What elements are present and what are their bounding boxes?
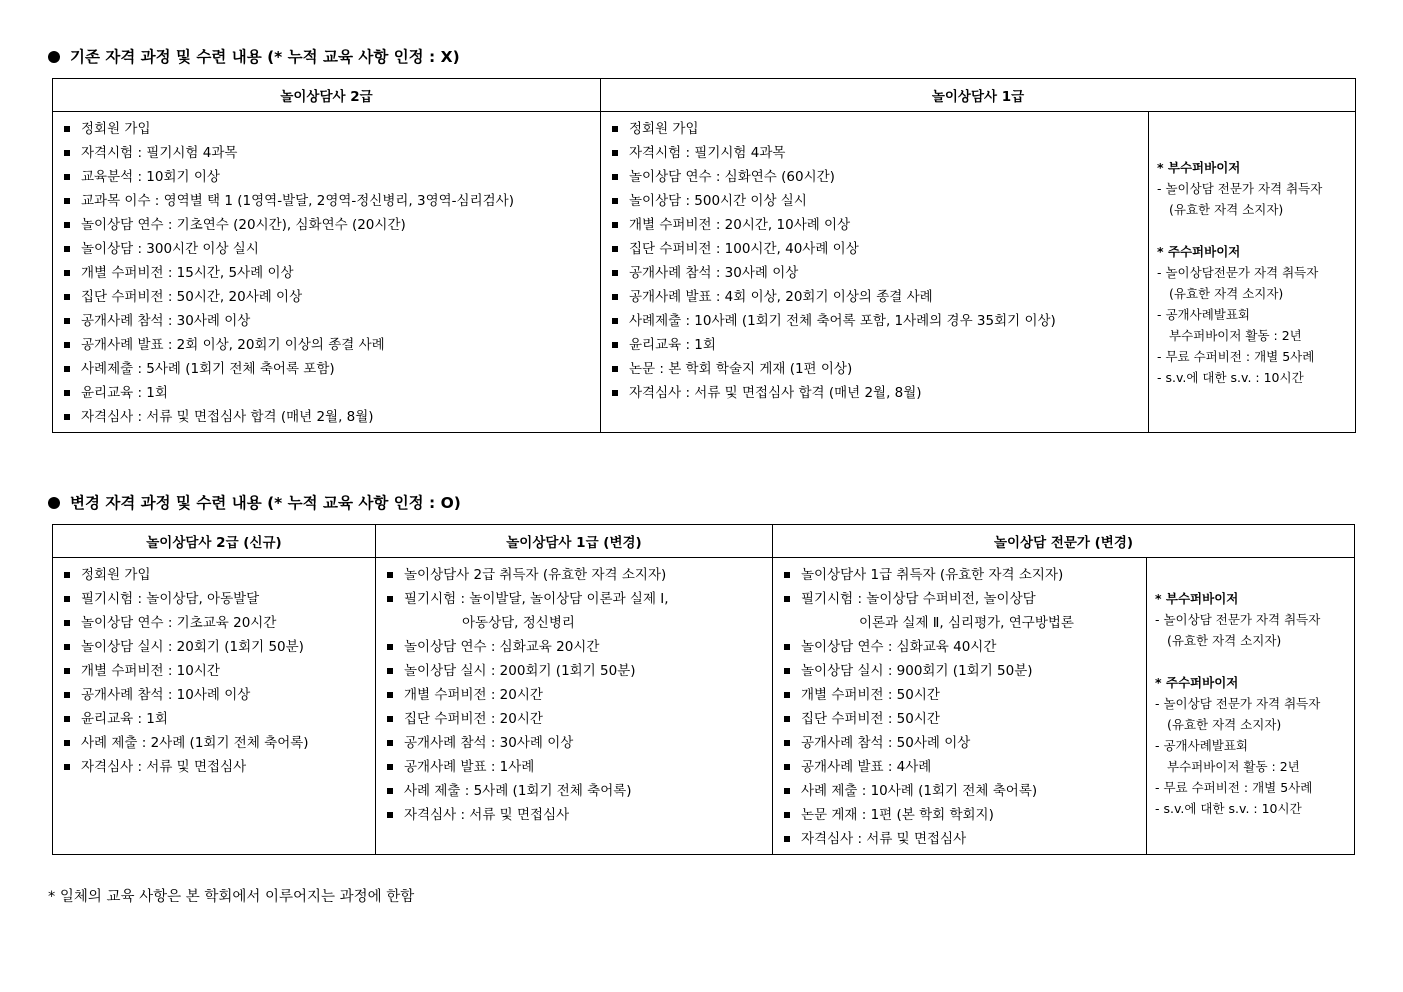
list-item: 자격심사 : 서류 및 면접심사	[386, 803, 772, 827]
list-item: 개별 수퍼비전 : 20시간, 10사례 이상	[611, 213, 1148, 237]
list-item: 필기시험 : 놀이상담, 아동발달	[63, 587, 375, 611]
list-item: 개별 수퍼비전 : 15시간, 5사례 이상	[63, 261, 600, 285]
list-item: 놀이상담 연수 : 심화연수 (60시간)	[611, 165, 1148, 189]
sub-supervisor-title: * 부수퍼바이저	[1155, 591, 1239, 606]
supervisor-requirements	[1149, 112, 1355, 388]
list-item: 정회원 가입	[63, 563, 375, 587]
sv-line: - 놀이상담전문가 자격 취득자	[1157, 265, 1319, 280]
section2-heading-text: 변경 자격 과정 및 수련 내용 (* 누적 교육 사항 인정 : O)	[70, 494, 461, 512]
list-item	[386, 587, 772, 635]
sv-line: (유효한 자격 소지자)	[1167, 633, 1282, 648]
list-item: 놀이상담 연수 : 기초교육 20시간	[63, 611, 375, 635]
list-item: 논문 게재 : 1편 (본 학회 학회지)	[783, 803, 1146, 827]
list-item: 사례 제출 : 2사례 (1회기 전체 축어록)	[63, 731, 375, 755]
table2-expert-cell	[773, 558, 1147, 855]
list-item: 놀이상담사 2급 취득자 (유효한 자격 소지자)	[386, 563, 772, 587]
table2-header-level1: 놀이상담사 1급 (변경)	[376, 525, 773, 558]
table2-level2-cell	[53, 558, 376, 855]
list-item	[783, 587, 1146, 635]
list-item: 개별 수퍼비전 : 50시간	[783, 683, 1146, 707]
sv-line: - 놀이상담 전문가 자격 취득자	[1157, 181, 1323, 196]
list-item-continuation: 이론과 실제 Ⅱ, 심리평가, 연구방법론	[859, 615, 1074, 631]
sv-line: - s.v.에 대한 s.v. : 10시간	[1157, 370, 1304, 385]
sv-line: - 공개사례발표회	[1157, 307, 1251, 322]
list-item: 사례제출 : 5사례 (1회기 전체 축어록 포함)	[63, 357, 600, 381]
sv-line: - 놀이상담 전문가 자격 취득자	[1155, 696, 1321, 711]
sv-line: (유효한 자격 소지자)	[1167, 717, 1282, 732]
list-item: 공개사례 참석 : 10사례 이상	[63, 683, 375, 707]
list-item: 놀이상담 연수 : 기초연수 (20시간), 심화연수 (20시간)	[63, 213, 600, 237]
list-item-text: 필기시험 : 놀이상담 수퍼비전, 놀이상담	[801, 591, 1036, 607]
list-item: 정회원 가입	[63, 117, 600, 141]
sv-line: - 공개사례발표회	[1155, 738, 1249, 753]
sv-line: 부수퍼바이저 활동 : 2년	[1167, 759, 1300, 774]
list-item: 공개사례 발표 : 4회 이상, 20회기 이상의 종결 사례	[611, 285, 1148, 309]
list-item: 공개사례 참석 : 30사례 이상	[611, 261, 1148, 285]
list-item: 자격시험 : 필기시험 4과목	[611, 141, 1148, 165]
list-item: 자격심사 : 서류 및 면접심사	[783, 827, 1146, 851]
list-item: 집단 수퍼비전 : 20시간	[386, 707, 772, 731]
list-item: 놀이상담 : 500시간 이상 실시	[611, 189, 1148, 213]
sv-line: (유효한 자격 소지자)	[1169, 202, 1284, 217]
sv-line: (유효한 자격 소지자)	[1169, 286, 1284, 301]
list-item: 놀이상담 실시 : 900회기 (1회기 50분)	[783, 659, 1146, 683]
footnote: * 일체의 교육 사항은 본 학회에서 이루어지는 과정에 한함	[48, 889, 415, 905]
section2-heading	[48, 491, 461, 513]
list-item: 놀이상담 연수 : 심화교육 40시간	[783, 635, 1146, 659]
list-item: 사례제출 : 10사례 (1회기 전체 축어록 포함, 1사례의 경우 35회기 이상)	[611, 309, 1148, 333]
supervisor-requirements	[1147, 558, 1354, 819]
list-item: 놀이상담 : 300시간 이상 실시	[63, 237, 600, 261]
sub-supervisor-title: * 부수퍼바이저	[1157, 160, 1241, 175]
main-supervisor-title: * 주수퍼바이저	[1157, 244, 1241, 259]
list-item: 윤리교육 : 1회	[611, 333, 1148, 357]
list-item: 개별 수퍼비전 : 10시간	[63, 659, 375, 683]
list-item: 놀이상담 실시 : 20회기 (1회기 50분)	[63, 635, 375, 659]
table2-header-level2: 놀이상담사 2급 (신규)	[53, 525, 376, 558]
list-item: 자격심사 : 서류 및 면접심사 합격 (매년 2월, 8월)	[63, 405, 600, 429]
list-item: 교육분석 : 10회기 이상	[63, 165, 600, 189]
table2-supervisor-cell	[1147, 558, 1355, 855]
list-item: 공개사례 참석 : 50사례 이상	[783, 731, 1146, 755]
level2-requirements-list	[53, 112, 600, 429]
table1-header-level1: 놀이상담사 1급	[601, 79, 1356, 112]
list-item: 공개사례 참석 : 30사례 이상	[63, 309, 600, 333]
list-item: 놀이상담사 1급 취득자 (유효한 자격 소지자)	[783, 563, 1146, 587]
expert-requirements-list	[773, 558, 1146, 851]
level1-requirements-list	[601, 112, 1148, 405]
new-level2-requirements-list	[53, 558, 375, 779]
table1-level1-cell	[601, 112, 1149, 433]
list-item: 자격시험 : 필기시험 4과목	[63, 141, 600, 165]
sv-line: - 놀이상담 전문가 자격 취득자	[1155, 612, 1321, 627]
list-item: 정회원 가입	[611, 117, 1148, 141]
list-item-text: 필기시험 : 놀이발달, 놀이상담 이론과 실제 Ⅰ,	[404, 591, 669, 607]
list-item: 집단 수퍼비전 : 50시간	[783, 707, 1146, 731]
sv-line: - 무료 수퍼비전 : 개별 5사례	[1155, 780, 1313, 795]
list-item: 집단 수퍼비전 : 100시간, 40사례 이상	[611, 237, 1148, 261]
table2-header-expert: 놀이상담 전문가 (변경)	[773, 525, 1355, 558]
table2-level1-cell	[376, 558, 773, 855]
list-item-continuation: 아동상담, 정신병리	[462, 615, 575, 631]
revised-qualification-table	[52, 524, 1355, 855]
list-item: 공개사례 발표 : 2회 이상, 20회기 이상의 종결 사례	[63, 333, 600, 357]
list-item: 윤리교육 : 1회	[63, 381, 600, 405]
list-item: 논문 : 본 학회 학술지 게재 (1편 이상)	[611, 357, 1148, 381]
table1-header-level2: 놀이상담사 2급	[53, 79, 601, 112]
list-item: 사례 제출 : 10사례 (1회기 전체 축어록)	[783, 779, 1146, 803]
list-item: 놀이상담 실시 : 200회기 (1회기 50분)	[386, 659, 772, 683]
previous-qualification-table	[52, 78, 1356, 433]
sv-line: - 무료 수퍼비전 : 개별 5사례	[1157, 349, 1315, 364]
table1-level2-cell	[53, 112, 601, 433]
table1-supervisor-cell	[1149, 112, 1356, 433]
section1-heading	[48, 45, 460, 67]
list-item: 공개사례 발표 : 1사례	[386, 755, 772, 779]
list-item: 집단 수퍼비전 : 50시간, 20사례 이상	[63, 285, 600, 309]
list-item: 교과목 이수 : 영역별 택 1 (1영역-발달, 2영역-정신병리, 3영역-심리검사)	[63, 189, 600, 213]
list-item: 자격심사 : 서류 및 면접심사	[63, 755, 375, 779]
new-level1-requirements-list	[376, 558, 772, 827]
sv-line: - s.v.에 대한 s.v. : 10시간	[1155, 801, 1302, 816]
section1-heading-text: 기존 자격 과정 및 수련 내용 (* 누적 교육 사항 인정 : X)	[70, 48, 460, 66]
main-supervisor-title: * 주수퍼바이저	[1155, 675, 1239, 690]
bullet-dot-icon	[48, 497, 60, 509]
list-item: 개별 수퍼비전 : 20시간	[386, 683, 772, 707]
sv-line: 부수퍼바이저 활동 : 2년	[1169, 328, 1302, 343]
list-item: 공개사례 발표 : 4사례	[783, 755, 1146, 779]
list-item: 놀이상담 연수 : 심화교육 20시간	[386, 635, 772, 659]
list-item: 사례 제출 : 5사례 (1회기 전체 축어록)	[386, 779, 772, 803]
list-item: 공개사례 참석 : 30사례 이상	[386, 731, 772, 755]
bullet-dot-icon	[48, 51, 60, 63]
list-item: 윤리교육 : 1회	[63, 707, 375, 731]
list-item: 자격심사 : 서류 및 면접심사 합격 (매년 2월, 8월)	[611, 381, 1148, 405]
